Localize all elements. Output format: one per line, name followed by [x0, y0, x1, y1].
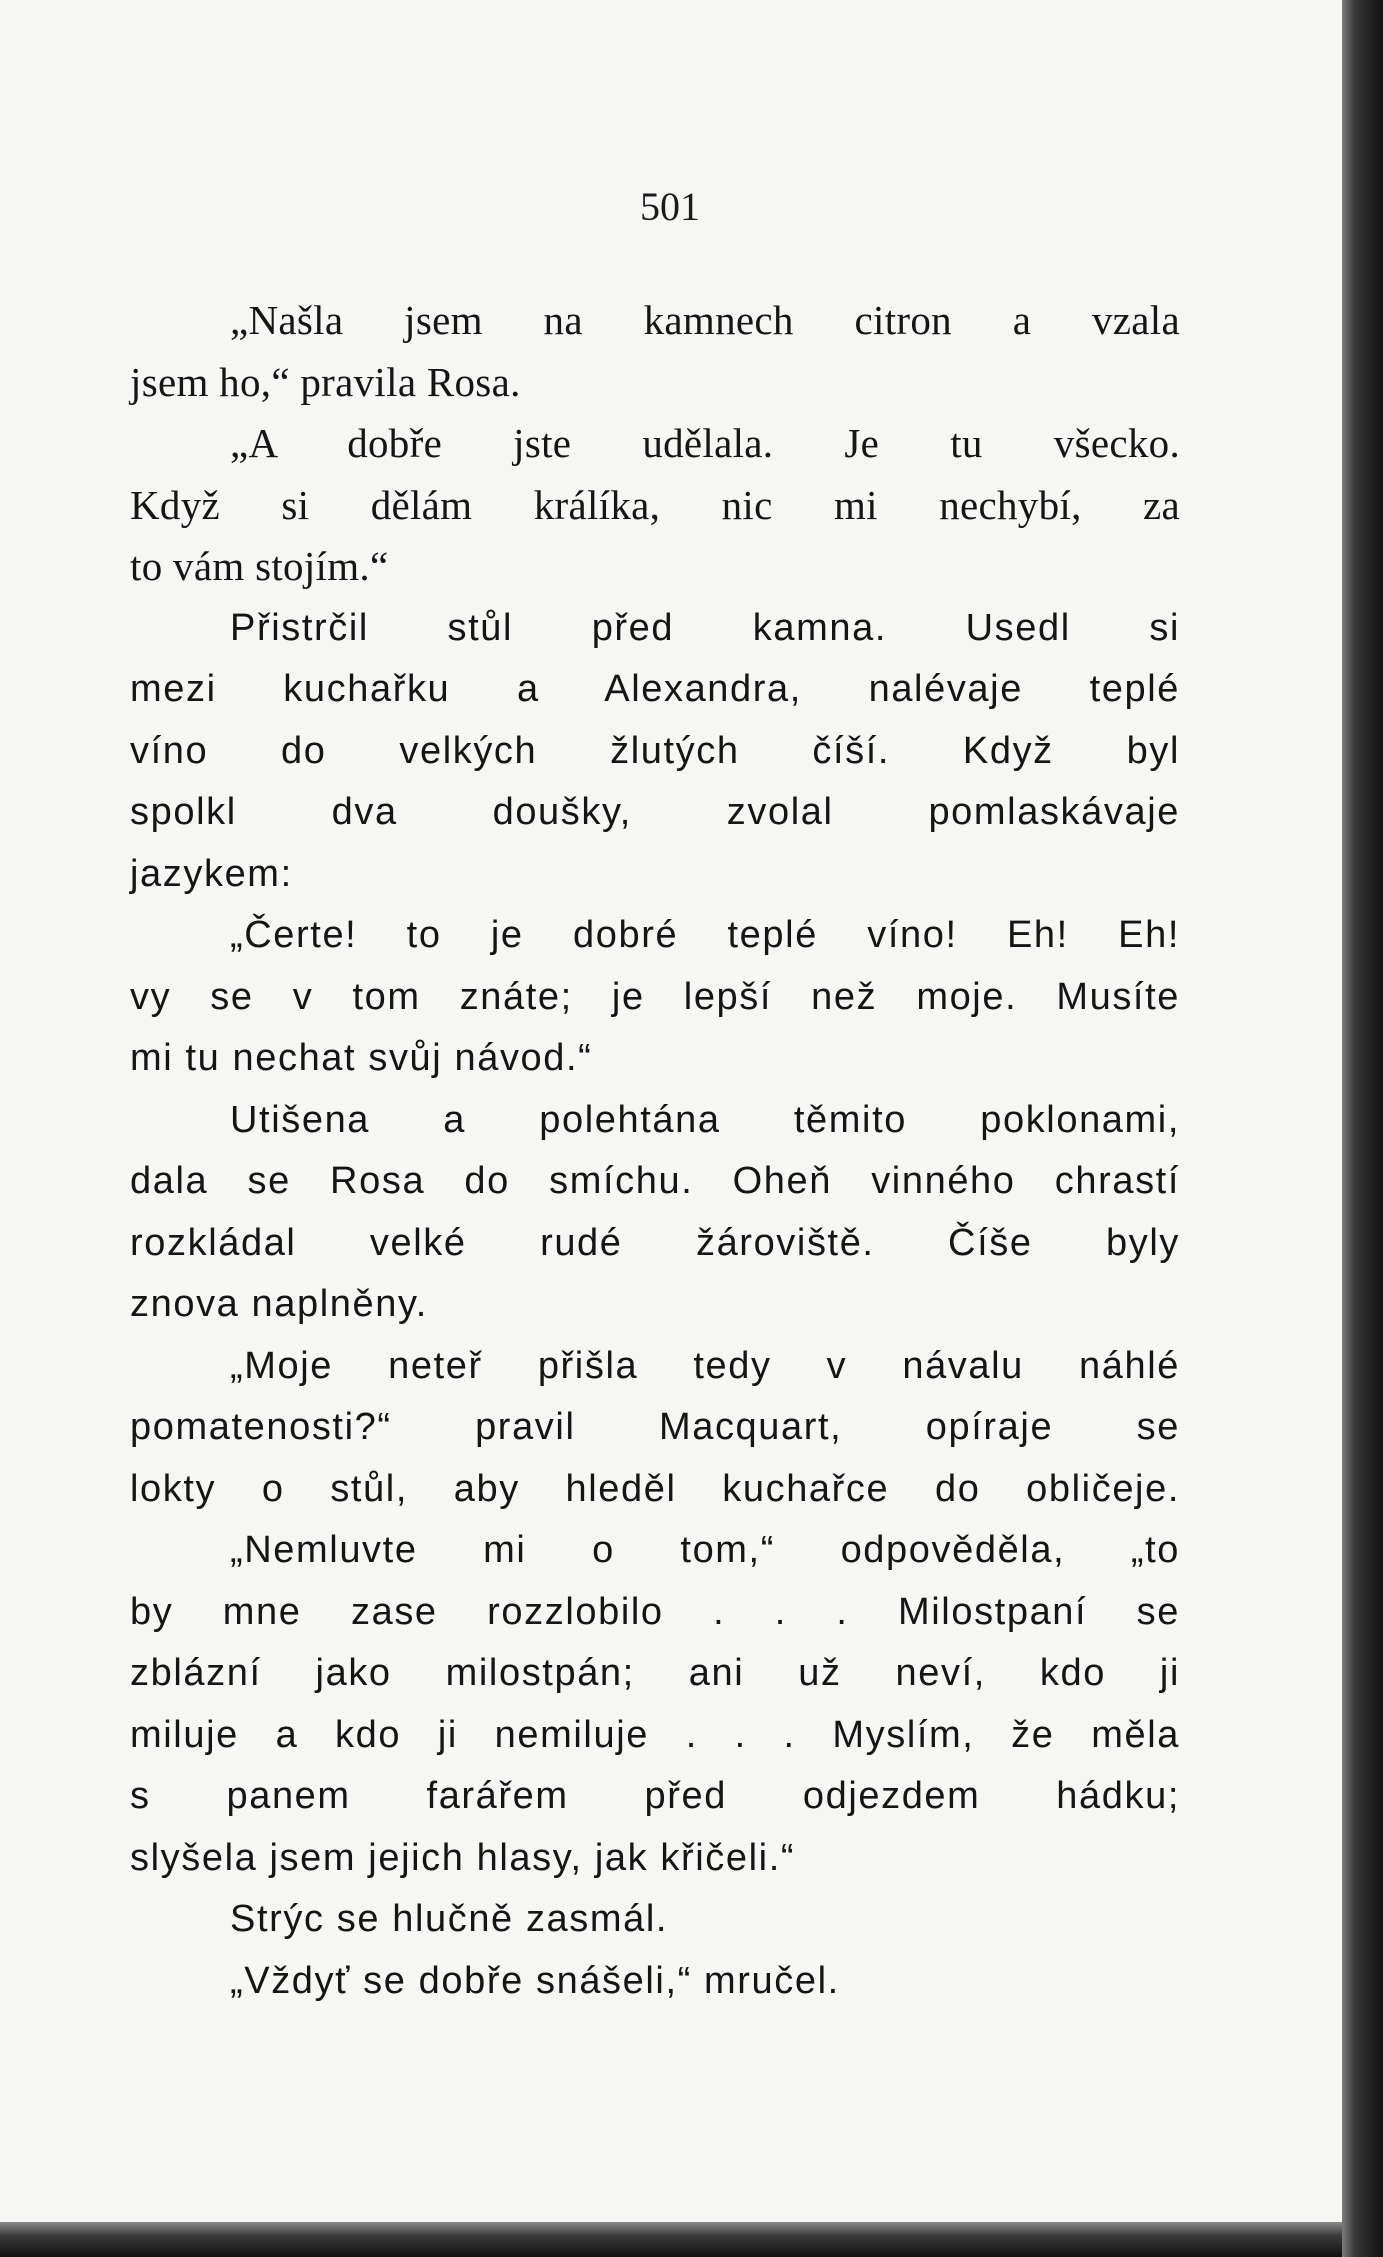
text-line: dala se Rosa do smíchu. Oheň vinného chrastí	[130, 1160, 1180, 1202]
text-line: slyšela jsem jejich hlasy, jak křičeli.“	[130, 1836, 796, 1879]
text-line: „Moje neteř přišla tedy v návalu náhlé	[230, 1344, 1180, 1387]
text-line: by mne zase rozzlobilo . . . Milostpaní se	[130, 1590, 1180, 1633]
scan-edge-bottom	[0, 2222, 1342, 2257]
text-line: znova naplněny.	[130, 1283, 428, 1325]
body-text	[130, 290, 1180, 2012]
text-line: „Čerte! to je dobré teplé víno! Eh! Eh!	[230, 914, 1180, 956]
text-line: Strýc se hlučně zasmál.	[230, 1898, 669, 1940]
text-line: „Vždyť se dobře snášeli,“ mručel.	[230, 1959, 840, 2002]
page-number: 501	[640, 184, 700, 229]
text-line: miluje a kdo ji nemiluje . . . Myslím, že měla	[130, 1713, 1180, 1756]
text-line: Utišena a polehtána těmito poklonami,	[230, 1098, 1180, 1141]
text-line: „Nemluvte mi o tom,“ odpověděla, „to	[230, 1529, 1180, 1571]
text-line: „A dobře jste udělala. Je tu všecko.	[230, 420, 1180, 466]
text-line: Když si dělám králíka, nic mi nechybí, za	[130, 481, 1180, 528]
text-line: vy se v tom znáte; je lepší než moje. Musíte	[130, 975, 1180, 1018]
text-line: mi tu nechat svůj návod.“	[130, 1037, 593, 1079]
text-line: víno do velkých žlutých číší. Když byl	[130, 729, 1180, 772]
text-line: jazykem:	[130, 852, 293, 895]
text-line: lokty o stůl, aby hleděl kuchařce do obličeje.	[130, 1467, 1180, 1510]
text-line: jsem ho,“ pravila Rosa.	[130, 358, 521, 405]
text-line: rozkládal velké rudé žároviště. Číše byly	[130, 1221, 1180, 1264]
text-line: s panem farářem před odjezdem hádku;	[130, 1775, 1180, 1817]
text-line: pomatenosti?“ pravil Macquart, opíraje se	[130, 1406, 1180, 1448]
scan-edge-right	[1342, 0, 1383, 2257]
text-line: „Našla jsem na kamnech citron a vzala	[230, 297, 1180, 343]
text-line: zblázní jako milostpán; ani už neví, kdo ji	[130, 1652, 1180, 1694]
text-line: spolkl dva doušky, zvolal pomlaskávaje	[130, 791, 1180, 833]
text-line: mezi kuchařku a Alexandra, nalévaje teplé	[130, 668, 1180, 710]
text-line: Přistrčil stůl před kamna. Usedl si	[230, 606, 1180, 649]
text-line: to vám stojím.“	[130, 543, 389, 589]
